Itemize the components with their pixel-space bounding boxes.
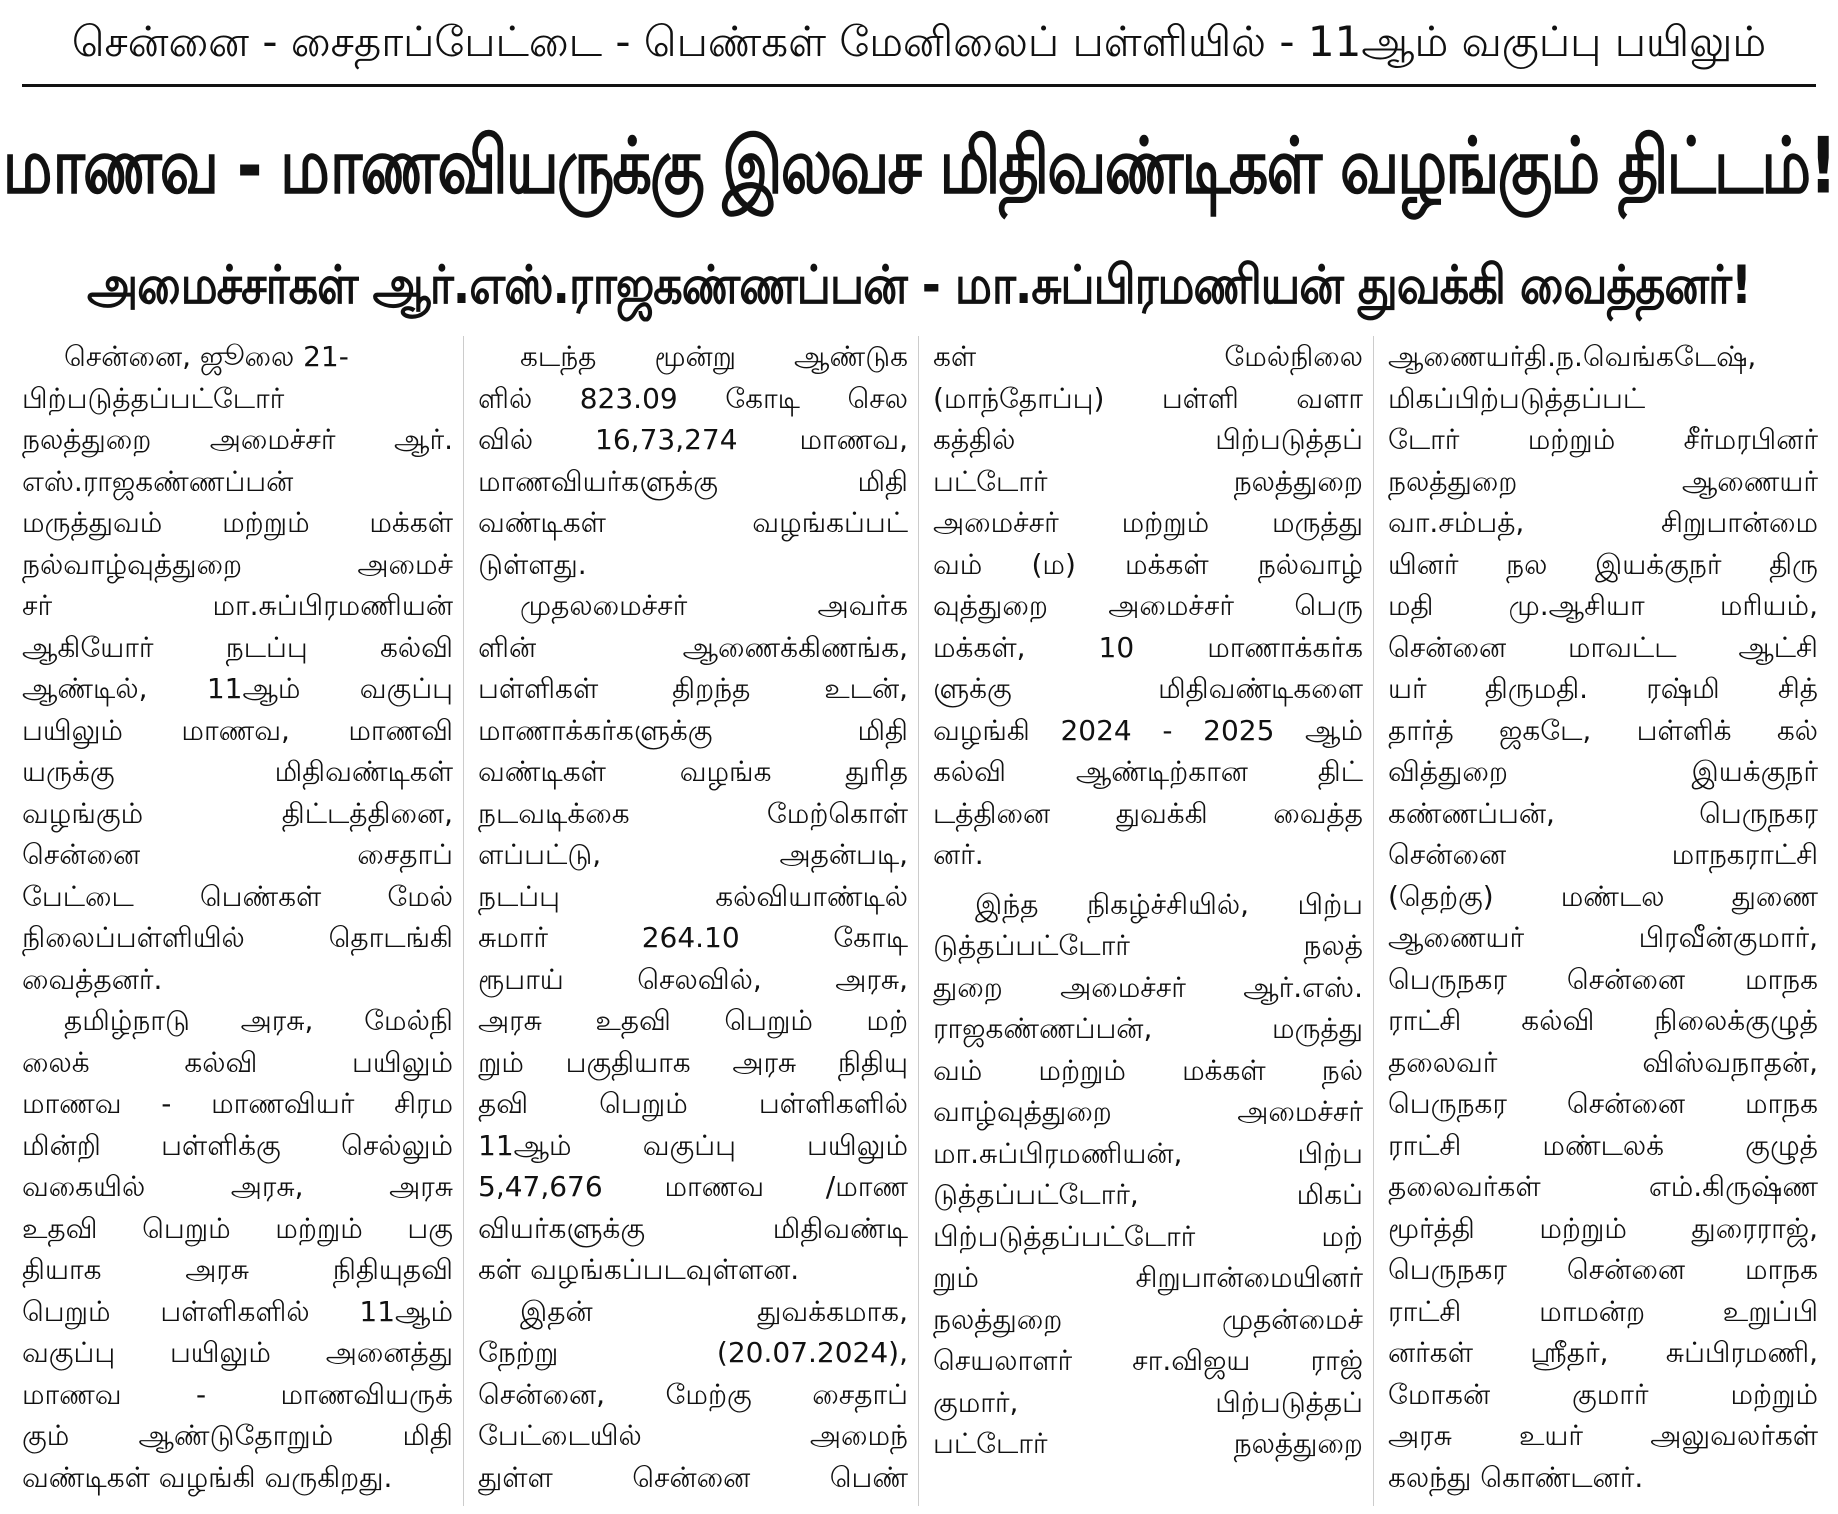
body-text-line: தவி பெறும் பள்ளிகளில்	[478, 1087, 908, 1120]
body-text-line: பட்டோர் நலத்துறை	[933, 1427, 1363, 1460]
body-text-line: நிலைப்பள்ளியில் தொடங்கி	[22, 921, 453, 954]
body-text-line: வண்டிகள் வழங்க துரித	[478, 755, 908, 788]
body-text-line: ஆகியோர் நடப்பு கல்வி	[22, 630, 453, 664]
body-text-line: வம் மற்றும் மக்கள் நல்	[933, 1053, 1363, 1087]
body-text-line: சென்னை, மேற்கு சைதாப்	[478, 1377, 908, 1411]
headline: மாணவ - மாணவியருக்கு இலவச மிதிவண்டிகள் வழங்கும் திட்டம்!	[2, 119, 1836, 211]
body-text-line: இந்த நிகழ்ச்சியில், பிற்ப	[975, 887, 1363, 921]
body-text-line: நலத்துறை முதன்மைச்	[933, 1302, 1363, 1336]
body-text-line: னர்கள் ஸ்ரீதர், சுப்பிரமணி,	[1388, 1336, 1818, 1369]
body-text-line: மா.சுப்பிரமணியன், பிற்ப	[933, 1136, 1363, 1170]
body-text-line: சென்னை மாநகராட்சி	[1388, 838, 1818, 871]
body-text-line: மதி மு.ஆசியா மரியம்,	[1388, 589, 1818, 622]
body-text-line: வித்துறை இயக்குநர்	[1388, 755, 1818, 788]
body-text-line: மாணவ - மாணவியர் சிரம	[22, 1087, 453, 1120]
body-text-line: 11ஆம் வகுப்பு பயிலும்	[478, 1128, 908, 1162]
body-text-line: பள்ளிகள் திறந்த உடன்,	[478, 672, 908, 705]
body-text-line: ஆணையர்தி.ந.வெங்கடேஷ்,	[1388, 340, 1757, 373]
body-text-line: துறை அமைச்சர் ஆர்.எஸ்.	[933, 970, 1363, 1004]
body-text-line: ளின் ஆணைக்கிணங்க,	[478, 630, 908, 664]
body-text-line: வண்டிகள் வழங்கப்பட்	[478, 506, 908, 539]
body-text-line: தலைவர்கள் எம்.கிருஷ்ண	[1388, 1170, 1818, 1203]
body-text-line: டோர் மற்றும் சீர்மரபினர்	[1388, 423, 1818, 456]
body-text-line: மோகன் குமார் மற்றும்	[1388, 1377, 1818, 1411]
body-text-line: றும் சிறுபான்மையினர்	[933, 1261, 1363, 1294]
body-text-line: வில் 16,73,274 மாணவ,	[478, 423, 908, 456]
body-text-line: ரூபாய் செலவில், அரசு,	[478, 962, 908, 996]
body-text-line: வியர்களுக்கு மிதிவண்டி	[478, 1211, 908, 1245]
body-text-line: பட்டோர் நலத்துறை	[933, 464, 1363, 498]
body-text-line: டுத்தப்பட்டோர் நலத்	[933, 929, 1363, 962]
body-text-line: அரசு உதவி பெறும் மற்	[478, 1004, 908, 1037]
body-text-line: தார்த் ஜகடே, பள்ளிக் கல்	[1388, 713, 1818, 747]
body-text-line: வாழ்வுத்துறை அமைச்சர்	[933, 1095, 1363, 1128]
body-text-line: வம் (ம) மக்கள் நல்வாழ்	[933, 547, 1363, 581]
body-text-line: மருத்துவம் மற்றும் மக்கள்	[22, 506, 453, 539]
body-text-line: ளில் 823.09 கோடி செல	[478, 381, 908, 415]
body-text-line: தலைவர் விஸ்வநாதன்,	[1388, 1045, 1818, 1079]
body-text-line: நலத்துறை அமைச்சர் ஆர்.	[22, 423, 453, 456]
body-text-line: ராட்சி மண்டலக் குழுத்	[1388, 1128, 1818, 1162]
body-text-line: ராஜகண்ணப்பன், மருத்து	[933, 1012, 1363, 1045]
body-text-line: சென்னை சைதாப்	[22, 838, 453, 871]
body-text-line: தியாக அரசு நிதியுதவி	[22, 1253, 453, 1286]
body-text-line: டுள்ளது.	[478, 547, 587, 581]
body-text-line: பயிலும் மாணவ, மாணவி	[22, 713, 453, 747]
body-text-line: முதலமைச்சர் அவர்க	[520, 589, 908, 622]
body-text-line: தமிழ்நாடு அரசு, மேல்நி	[64, 1004, 453, 1037]
body-text-line: சென்னை மாவட்ட ஆட்சி	[1388, 630, 1818, 664]
body-text-line: வகையில் அரசு, அரசு	[22, 1170, 453, 1203]
body-text-line: கல்வி ஆண்டிற்கான திட்	[933, 755, 1363, 788]
body-text-line: ஆண்டில், 11ஆம் வகுப்பு	[22, 672, 453, 705]
body-text-line: (மாந்தோப்பு) பள்ளி வளா	[933, 381, 1363, 415]
body-text-line: கண்ணப்பன், பெருநகர	[1388, 796, 1818, 830]
body-text-line: நடவடிக்கை மேற்கொள்	[478, 796, 908, 830]
body-text-line: வுத்துறை அமைச்சர் பெரு	[933, 589, 1363, 622]
body-text-line: கும் ஆண்டுதோறும் மிதி	[22, 1419, 453, 1452]
body-text-line: பெருநகர சென்னை மாநக	[1388, 962, 1818, 996]
body-text-line: நேற்று (20.07.2024),	[478, 1336, 908, 1369]
kicker-line: சென்னை - சைதாப்பேட்டை - பெண்கள் மேனிலைப் பள்ளியில் - 11ஆம் வகுப்பு பயிலும்	[71, 16, 1767, 66]
article-column-3	[918, 336, 1373, 1506]
article-body	[8, 336, 1830, 1506]
body-text-line: அமைச்சர் மற்றும் மருத்து	[933, 506, 1363, 539]
article-column-1	[8, 336, 463, 1506]
body-text-line: ளப்பட்டு, அதன்படி,	[478, 838, 908, 871]
body-text-line: பிற்படுத்தப்பட்டோர்	[22, 381, 285, 415]
body-text-line: நல்வாழ்வுத்துறை அமைச்	[22, 547, 453, 581]
body-text-line: மாணவியர்களுக்கு மிதி	[478, 464, 908, 498]
subheadline: அமைச்சர்கள் ஆர்.எஸ்.ராஜகண்ணப்பன் - மா.சுப்பிரமணியன் துவக்கி வைத்தனர்!	[86, 252, 1751, 316]
body-text-line: டத்தினை துவக்கி வைத்த	[933, 796, 1363, 830]
body-text-line: செயலாளர் சா.விஜய ராஜ்	[933, 1344, 1363, 1377]
body-text-line: பெறும் பள்ளிகளில் 11ஆம்	[22, 1294, 453, 1328]
body-text-line: கலந்து கொண்டனர்.	[1388, 1460, 1644, 1494]
body-text-line: மாணாக்கர்களுக்கு மிதி	[478, 713, 908, 747]
body-text-line: 5,47,676 மாணவ /மாண	[478, 1170, 908, 1203]
body-text-line: லைக் கல்வி பயிலும்	[22, 1045, 453, 1079]
body-text-line: வா.சம்பத், சிறுபான்மை	[1388, 506, 1818, 539]
body-text-line: இதன் துவக்கமாக,	[520, 1294, 908, 1328]
body-text-line: ராட்சி மாமன்ற உறுப்பி	[1388, 1294, 1818, 1328]
body-text-line: யினர் நல இயக்குநர் திரு	[1388, 547, 1818, 581]
body-text-line: மிகப்பிற்படுத்தப்பட்	[1388, 381, 1646, 415]
body-text-line: றும் பகுதியாக அரசு நிதியு	[478, 1045, 908, 1079]
article-column-2	[463, 336, 918, 1506]
body-text-line: எஸ்.ராஜகண்ணப்பன்	[22, 464, 294, 498]
body-text-line: வகுப்பு பயிலும் அனைத்து	[22, 1336, 453, 1369]
body-text-line: சர் மா.சுப்பிரமணியன்	[22, 589, 453, 622]
body-text-line: யர் திருமதி. ரஷ்மி சித்	[1388, 672, 1818, 705]
body-text-line: ராட்சி கல்வி நிலைக்குழுத்	[1388, 1004, 1818, 1037]
body-text-line: கள் வழங்கப்படவுள்ளன.	[478, 1253, 800, 1286]
body-text-line: யருக்கு மிதிவண்டிகள்	[22, 755, 453, 788]
body-text-line: மூர்த்தி மற்றும் துரைராஜ்,	[1388, 1211, 1818, 1245]
body-text-line: பெருநகர சென்னை மாநக	[1388, 1087, 1818, 1120]
body-text-line: வைத்தனர்.	[22, 962, 163, 996]
body-text-line: கத்தில் பிற்படுத்தப்	[933, 423, 1363, 456]
body-text-line: வண்டிகள் வழங்கி வருகிறது.	[22, 1460, 393, 1494]
body-text-line: சுமார் 264.10 கோடி	[478, 921, 908, 954]
body-text-line: நடப்பு கல்வியாண்டில்	[478, 879, 908, 913]
body-text-line: வழங்கி 2024 - 2025 ஆம்	[933, 713, 1363, 747]
body-text-line: மக்கள், 10 மாணாக்கர்க	[933, 630, 1363, 664]
article-column-4	[1373, 336, 1828, 1506]
body-text-line: டுத்தப்பட்டோர், மிகப்	[933, 1178, 1363, 1211]
body-text-line: வழங்கும் திட்டத்தினை,	[22, 796, 453, 830]
body-text-line: அரசு உயர் அலுவலர்கள்	[1388, 1419, 1818, 1452]
body-text-line: சென்னை, ஜூலை 21-	[64, 340, 349, 373]
body-text-line: ஆணையர் பிரவீன்குமார்,	[1388, 921, 1818, 954]
body-text-line: பேட்டை பெண்கள் மேல்	[22, 879, 453, 913]
body-text-line: உதவி பெறும் மற்றும் பகு	[22, 1211, 453, 1245]
body-text-line: பெருநகர சென்னை மாநக	[1388, 1253, 1818, 1286]
body-text-line: ளுக்கு மிதிவண்டிகளை	[933, 672, 1363, 705]
body-text-line: (தெற்கு) மண்டல துணை	[1388, 879, 1818, 913]
body-text-line: நலத்துறை ஆணையர்	[1388, 464, 1818, 498]
body-text-line: குமார், பிற்படுத்தப்	[933, 1385, 1363, 1419]
body-text-line: பிற்படுத்தப்பட்டோர் மற்	[933, 1219, 1363, 1253]
body-text-line: துள்ள சென்னை பெண்	[478, 1460, 908, 1494]
body-text-line: னர்.	[933, 838, 984, 871]
body-text-line: மாணவ - மாணவியருக்	[22, 1377, 453, 1411]
body-text-line: கடந்த மூன்று ஆண்டுக	[520, 340, 908, 373]
body-text-line: பேட்டையில் அமைந்	[478, 1419, 908, 1452]
body-text-line: கள் மேல்நிலை	[933, 340, 1363, 373]
body-text-line: மின்றி பள்ளிக்கு செல்லும்	[22, 1128, 453, 1162]
